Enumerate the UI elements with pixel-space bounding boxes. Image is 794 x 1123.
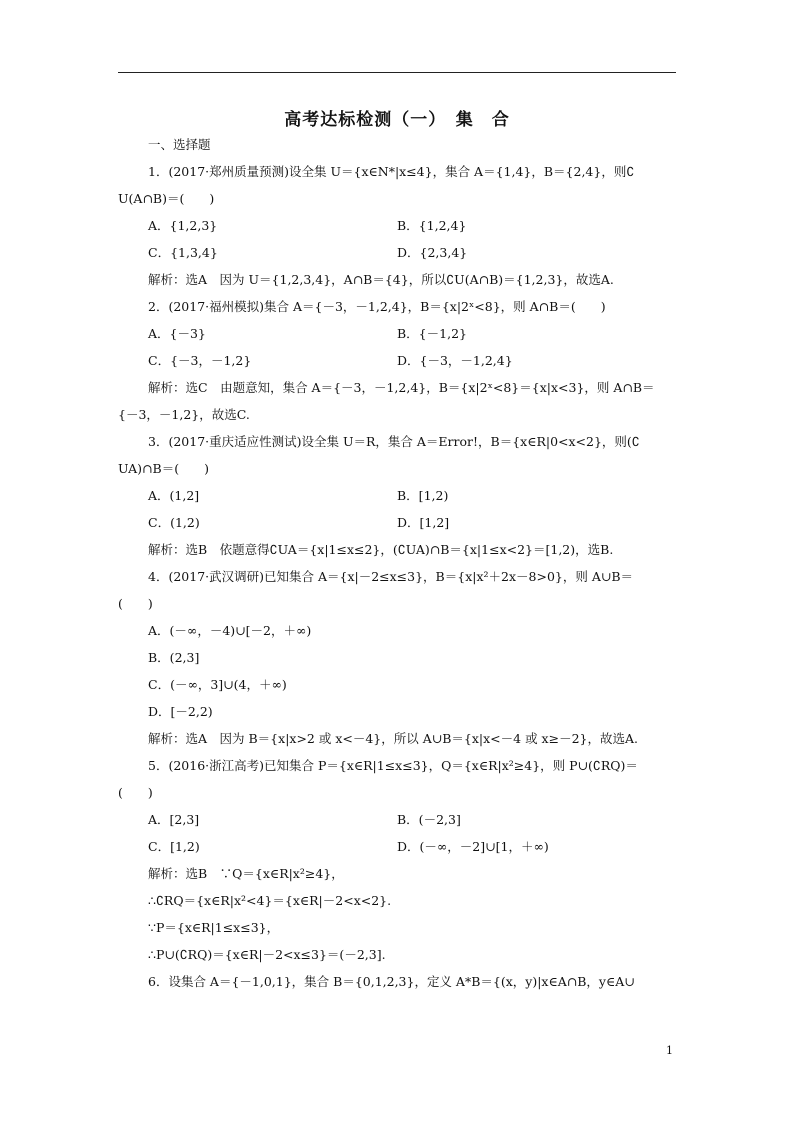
text-line: A．[2,3] bbox=[148, 812, 200, 827]
text-line: 4．(2017·武汉调研)已知集合 A＝{x|－2≤x≤3}，B＝{x|x²＋2x－8>0}，则 A∪B＝ bbox=[148, 569, 634, 584]
text-line: 1．(2017·郑州质量预测)设全集 U＝{x∈N*|x≤4}，集合 A＝{1,4}，B＝{2,4}，则∁ bbox=[148, 164, 635, 179]
text-line: {－3，－1,2}，故选C. bbox=[118, 407, 250, 422]
text-line: B．[1,2) bbox=[397, 488, 449, 503]
text-line: 解析：选A 因为 B＝{x|x>2 或 x<－4}，所以 A∪B＝{x|x<－4 或 x≥－2}，故选A. bbox=[148, 731, 638, 746]
text-line: D．{－3，－1,2,4} bbox=[397, 353, 513, 368]
text-line: UA)∩B＝( ) bbox=[118, 461, 209, 476]
page-title: 高考达标检测（一） 集 合 bbox=[284, 110, 510, 130]
text-line: 解析：选C 由题意知，集合 A＝{－3，－1,2,4}，B＝{x|2ˣ<8}＝{x|x<3}，则 A∩B＝ bbox=[148, 380, 655, 395]
text-line: B．(－2,3] bbox=[397, 812, 461, 827]
text-line: 6．设集合 A＝{－1,0,1}，集合 B＝{0,1,2,3}，定义 A*B＝{(x，y)|x∈A∩B，y∈A∪ bbox=[148, 974, 635, 989]
text-line: 一、选择题 bbox=[148, 137, 211, 152]
text-line: U(A∩B)＝( ) bbox=[118, 191, 215, 206]
text-line: B．(2,3] bbox=[148, 650, 200, 665]
text-line: C．(1,2) bbox=[148, 515, 200, 530]
header-rule bbox=[118, 72, 676, 73]
text-line: D．(－∞，－2]∪[1，＋∞) bbox=[397, 839, 549, 854]
text-line: ∴∁RQ＝{x∈R|x²<4}＝{x∈R|－2<x<2}. bbox=[148, 893, 392, 908]
text-line: 解析：选B ∵Q＝{x∈R|x²≥4}， bbox=[148, 866, 344, 881]
text-line: A．{－3} bbox=[148, 326, 206, 341]
text-line: 2．(2017·福州模拟)集合 A＝{－3，－1,2,4}，B＝{x|2ˣ<8}，则 A∩B＝( ) bbox=[148, 299, 606, 314]
text-line: B．{－1,2} bbox=[397, 326, 467, 341]
text-line: C．[1,2) bbox=[148, 839, 200, 854]
text-line: A．(－∞，－4)∪[－2，＋∞) bbox=[148, 623, 312, 638]
text-line: D．[－2,2) bbox=[148, 704, 213, 719]
text-line: 解析：选A 因为 U＝{1,2,3,4}，A∩B＝{4}，所以∁U(A∩B)＝{1,2,3}，故选A. bbox=[148, 272, 614, 287]
text-line: C．{1,3,4} bbox=[148, 245, 218, 260]
text-line: ∵P＝{x∈R|1≤x≤3}， bbox=[148, 920, 280, 935]
text-line: C．{－3，－1,2} bbox=[148, 353, 252, 368]
text-line: A．(1,2] bbox=[148, 488, 200, 503]
text-line: ∴P∪(∁RQ)＝{x∈R|－2<x≤3}＝(－2,3]. bbox=[148, 947, 386, 962]
text-line: B．{1,2,4} bbox=[397, 218, 467, 233]
text-line: D．{2,3,4} bbox=[397, 245, 468, 260]
text-line: 5．(2016·浙江高考)已知集合 P＝{x∈R|1≤x≤3}，Q＝{x∈R|x²≥4}，则 P∪(∁RQ)＝ bbox=[148, 758, 638, 773]
text-line: 3．(2017·重庆适应性测试)设全集 U＝R，集合 A＝Error!，B＝{x∈R|0<x<2}，则(∁ bbox=[148, 434, 640, 449]
text-line: D．[1,2] bbox=[397, 515, 450, 530]
text-line: C．(－∞，3]∪(4，＋∞) bbox=[148, 677, 287, 692]
text-line: 解析：选B 依题意得∁UA＝{x|1≤x≤2}，(∁UA)∩B＝{x|1≤x<2}＝[1,2)，选B. bbox=[148, 542, 614, 557]
page-number: 1 bbox=[666, 1044, 673, 1057]
text-line: ( ) bbox=[118, 596, 153, 611]
text-line: A．{1,2,3} bbox=[148, 218, 218, 233]
text-line: ( ) bbox=[118, 785, 153, 800]
